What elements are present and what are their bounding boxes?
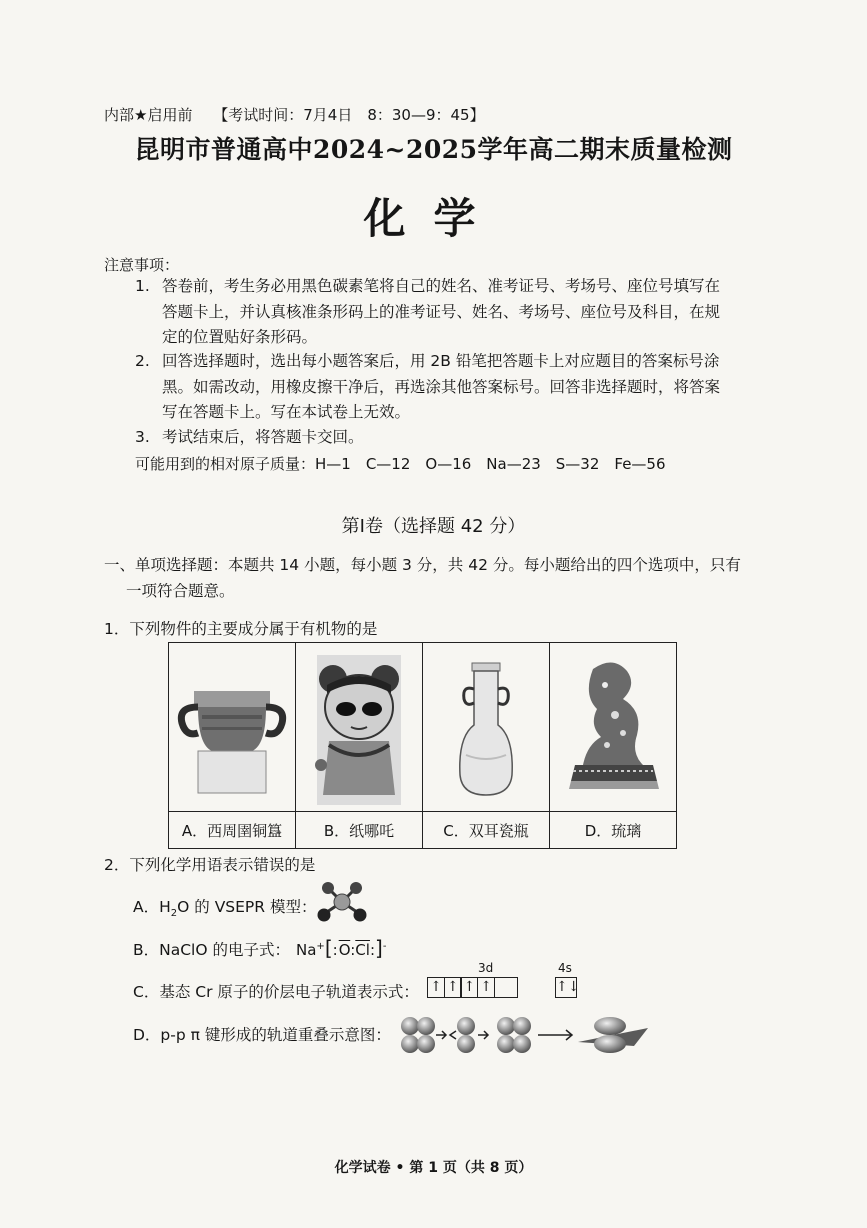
vsepr-model-icon — [314, 880, 370, 924]
note-line: 黑。如需改动，用橡皮擦干净后，再选涂其他答案标号。回答非选择题时，将答案 — [162, 377, 721, 396]
sodium-charge: + — [316, 941, 325, 952]
note-line: 写在答题卡上。写在本试卷上无效。 — [162, 403, 411, 421]
page-footer: 化学试卷 • 第 1 页（共 8 页） — [334, 1160, 533, 1176]
note-number: 1. — [135, 277, 150, 295]
question-1-table — [168, 642, 677, 849]
atomic-masses: 可能用到的相对原子质量：H—1 C—12 O—16 Na—23 S—32 Fe—56 — [135, 455, 666, 473]
note-item — [162, 349, 720, 426]
orbital-box: ↑ — [427, 977, 445, 998]
option-b-label: B．纸哪吒 — [296, 812, 423, 849]
bronze-gui-icon — [172, 645, 292, 805]
option-d-label: D．琉璃 — [550, 812, 677, 849]
paper-nezha-icon — [299, 645, 419, 805]
option-a-label: A．西周圉铜簋 — [169, 812, 296, 849]
sodium-symbol: Na — [296, 941, 317, 959]
subject-title: 化学 — [363, 194, 504, 243]
note-line: 考试结束后，将答题卡交回。 — [162, 428, 364, 446]
orbital-4s-boxes — [555, 977, 580, 998]
glaze-dragon-icon — [553, 645, 673, 805]
orbital-box: ↑ — [444, 977, 462, 998]
question-2-stem: 2．下列化学用语表示错误的是 — [104, 856, 316, 874]
orbital-overlap-diagram — [396, 1012, 652, 1058]
note-line: 答卷前，考生务必用黑色碳素笔将自己的姓名、准考证号、考场号、座位号填写在 — [162, 277, 721, 295]
chlorine-symbol: $\overline{Cl}$ — [355, 941, 370, 959]
orbital-box: ↑ — [460, 977, 478, 998]
oxygen-symbol: $\overline{O}$ — [338, 941, 351, 959]
question-2-option-d: D．p-p π 键形成的轨道重叠示意图： — [133, 1026, 391, 1044]
option-a-prefix: A．H — [133, 898, 171, 916]
exam-title: 昆明市普通高中2024~2025学年高二期末质量检测 — [134, 135, 733, 164]
option-b-image — [296, 643, 423, 812]
option-d-image — [550, 643, 677, 812]
header-line — [104, 104, 485, 125]
question-2-option-a — [133, 895, 316, 919]
note-line: 答题卡上，并认真核准条形码上的准考证号、姓名、考场号、座位号及科目，在规 — [162, 302, 721, 321]
orbital-3d-boxes — [427, 977, 517, 998]
option-c-label: C．双耳瓷瓶 — [423, 812, 550, 849]
note-item — [162, 274, 720, 351]
question-2-option-c: C．基态 Cr 原子的价层电子轨道表示式： — [133, 983, 419, 1001]
orbital-3d-label: 3d — [478, 961, 494, 975]
section-instructions — [104, 553, 741, 604]
option-c-image — [423, 643, 550, 812]
note-line: 定的位置贴好条形码。 — [162, 328, 318, 346]
porcelain-vase-icon — [426, 645, 546, 805]
confidential-mark: 内部★启用前 — [104, 106, 193, 124]
exam-time: 【考试时间：7月4日 8：30—9：45】 — [213, 106, 485, 124]
instruction-line: 一、单项选择题：本题共 14 小题，每小题 3 分，共 42 分。每小题给出的四个选项中，只有 — [104, 556, 741, 574]
orbital-box — [494, 977, 518, 998]
instruction-line: 一项符合题意。 — [126, 581, 235, 600]
section-title: 第Ⅰ卷（选择题 42 分） — [341, 516, 526, 537]
orbital-4s-label: 4s — [558, 961, 572, 975]
note-line: 回答选择题时，选出每小题答案后，用 2B 铅笔把答题卡上对应题目的答案标号涂 — [162, 352, 720, 370]
note-number: 3. — [135, 428, 150, 446]
question-2-option-b: B．NaClO 的电子式： — [133, 941, 290, 959]
option-a-subscript: 2 — [170, 908, 178, 920]
option-a-suffix: O 的 VSEPR 模型： — [177, 898, 317, 916]
note-number: 2. — [135, 352, 150, 370]
ion-charge: - — [382, 941, 387, 952]
naclo-electron-formula: $Na^+[:\overline{O}:\overline{Cl}:]^-$ — [296, 936, 387, 960]
question-1-stem: 1．下列物件的主要成分属于有机物的是 — [104, 620, 378, 638]
orbital-box: ↑ — [477, 977, 495, 998]
orbital-box: ↑↓ — [555, 977, 577, 998]
note-item — [162, 425, 364, 451]
option-a-image — [169, 643, 296, 812]
notes-heading: 注意事项： — [104, 256, 180, 274]
